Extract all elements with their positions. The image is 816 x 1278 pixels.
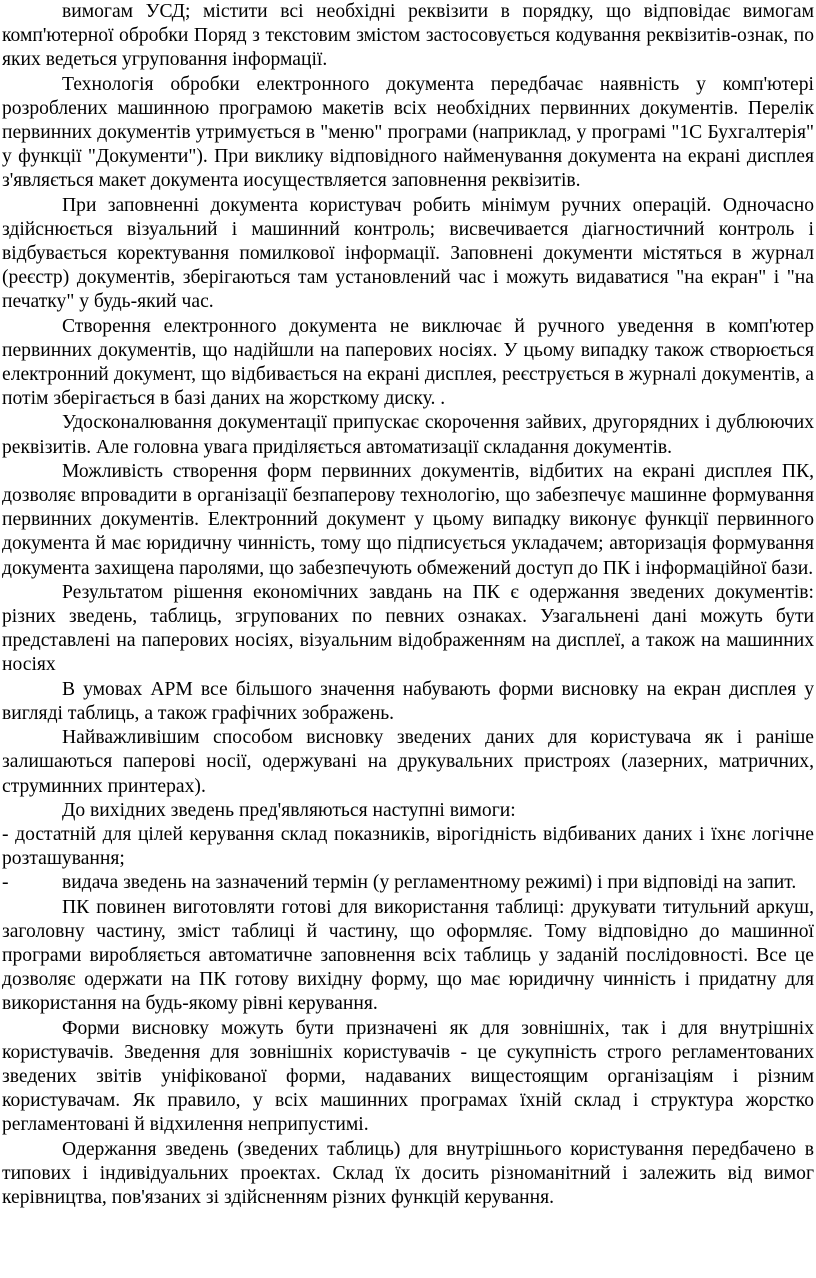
paragraph-6: Можливість створення форм первинних документів, відбитих на екрані дисплея ПК, дозволяє впровадити в організації безпаперову технологію, що забезпечує машинне формування первинних документів. Електронний документ у цьому випадку виконує функції первинного документа й має юридичну чинність, тому що підписується укладачем; авторизація формування документа захищена паролями, що забезпечують обмежений доступ до ПК і інформаційної бази.	[2, 460, 814, 579]
paragraph-8: В умовах АРМ все більшого значення набувають форми висновку на екран дисплея у вигляді таблиць, а також графічних зображень.	[2, 678, 814, 724]
paragraph-3: При заповненні документа користувач робить мінімум ручних операцій. Одночасно здійснюється візуальний і машинний контроль; висвечивается діагностичний контроль і відбувається коректування помилкової інформації. Заповнені документи містяться в журнал (реєстр) документів, зберігаються там установлений час і можуть видаватися "на екран" і "на печатку" у будь-який час.	[2, 194, 814, 313]
requirement-item-1: - достатній для цілей керування склад показників, вірогідність відбиваних даних і їхнє логічне розташування;	[2, 823, 814, 870]
requirement-item-2	[2, 871, 814, 895]
paragraph-1: вимогам УСД; містити всі необхідні реквізити в порядку, що відповідає вимогам комп'ютерної обробки Поряд з текстовим змістом застосовується кодування реквізитів-ознак, по яких ведеться угруповання інформації.	[2, 1, 814, 71]
dash-marker: -	[2, 872, 9, 894]
paragraph-9: Найважливішим способом висновку зведених даних для користувача як і раніше залишаються паперові носії, одержувані на друкувальних пристроях (лазерних, матричних, струминних принтерах).	[2, 727, 814, 797]
requirements-intro: До вихідних зведень пред'являються наступні вимоги:	[62, 799, 516, 821]
paragraph-4: Створення електронного документа не виключає й ручного уведення в комп'ютер первинних документів, що надійшли на паперових носіях. У цьому випадку також створюється електронний документ, що відбивається на екрані дисплея, реєструється в журналі документів, а потім зберігається в базі даних на жорсткому диску. .	[2, 315, 814, 410]
paragraph-12: Одержання зведень (зведених таблиць) для внутрішнього користування передбачено в типових і індивідуальних проектах. Склад їх досить різноманітний і залежить від вимог керівництва, пов'язаних зі здійсненням різних функцій керування.	[2, 1138, 814, 1208]
requirement-item-2-text: видача зведень на зазначений термін (у регламентному режимі) і при відповіді на запит.	[62, 872, 797, 894]
paragraph-11: Форми висновку можуть бути призначені як для зовнішніх, так і для внутрішніх користувачів. Зведення для зовнішніх користувачів - це сукупність строго регламентованих зведених звітів уніфікованої форми, надаваних вищестоящим організаціям і різним користувачам. Як правило, у всіх машинних програмах їхній склад і структура жорстко регламентовані й відхилення неприпустимі.	[2, 1017, 814, 1136]
paragraph-10: ПК повинен виготовляти готові для використання таблиці: друкувати титульний аркуш, заголовну частину, зміст таблиці й частину, що оформляє. Тому відповідно до машинної програми виробляється автоматичне заповнення всіх таблиць у заданій послідовності. Все це дозволяє одержати на ПК готову вихідну форму, що має юридичну чинність і придатну для використання на будь-якому рівні керування.	[2, 896, 814, 1015]
paragraph-7: Результатом рішення економічних завдань на ПК є одержання зведених документів: різних зведень, таблиць, згрупованих по певних ознаках. Узагальнені дані можуть бути представлені на паперових носіях, візуальним відображенням на дисплеї, а також на машинних носіях	[2, 581, 814, 676]
paragraph-2: Технологія обробки електронного документа передбачає наявність у комп'ютері розроблених машинною програмою макетів всіх необхідних первинних документів. Перелік первинних документів утримується в "меню" програми (наприклад, у програмі "1С Бухгалтерія" у функції "Документи"). При виклику відповідного найменування документа на екрані дисплея з'являється макет документа иосуществляется заповнення реквізитів.	[2, 73, 814, 192]
paragraph-5: Удосконалювання документації припускає скорочення зайвих, другорядних і дублюючих реквізитів. Але головна увага приділяється автоматизації складання документів.	[2, 412, 814, 458]
